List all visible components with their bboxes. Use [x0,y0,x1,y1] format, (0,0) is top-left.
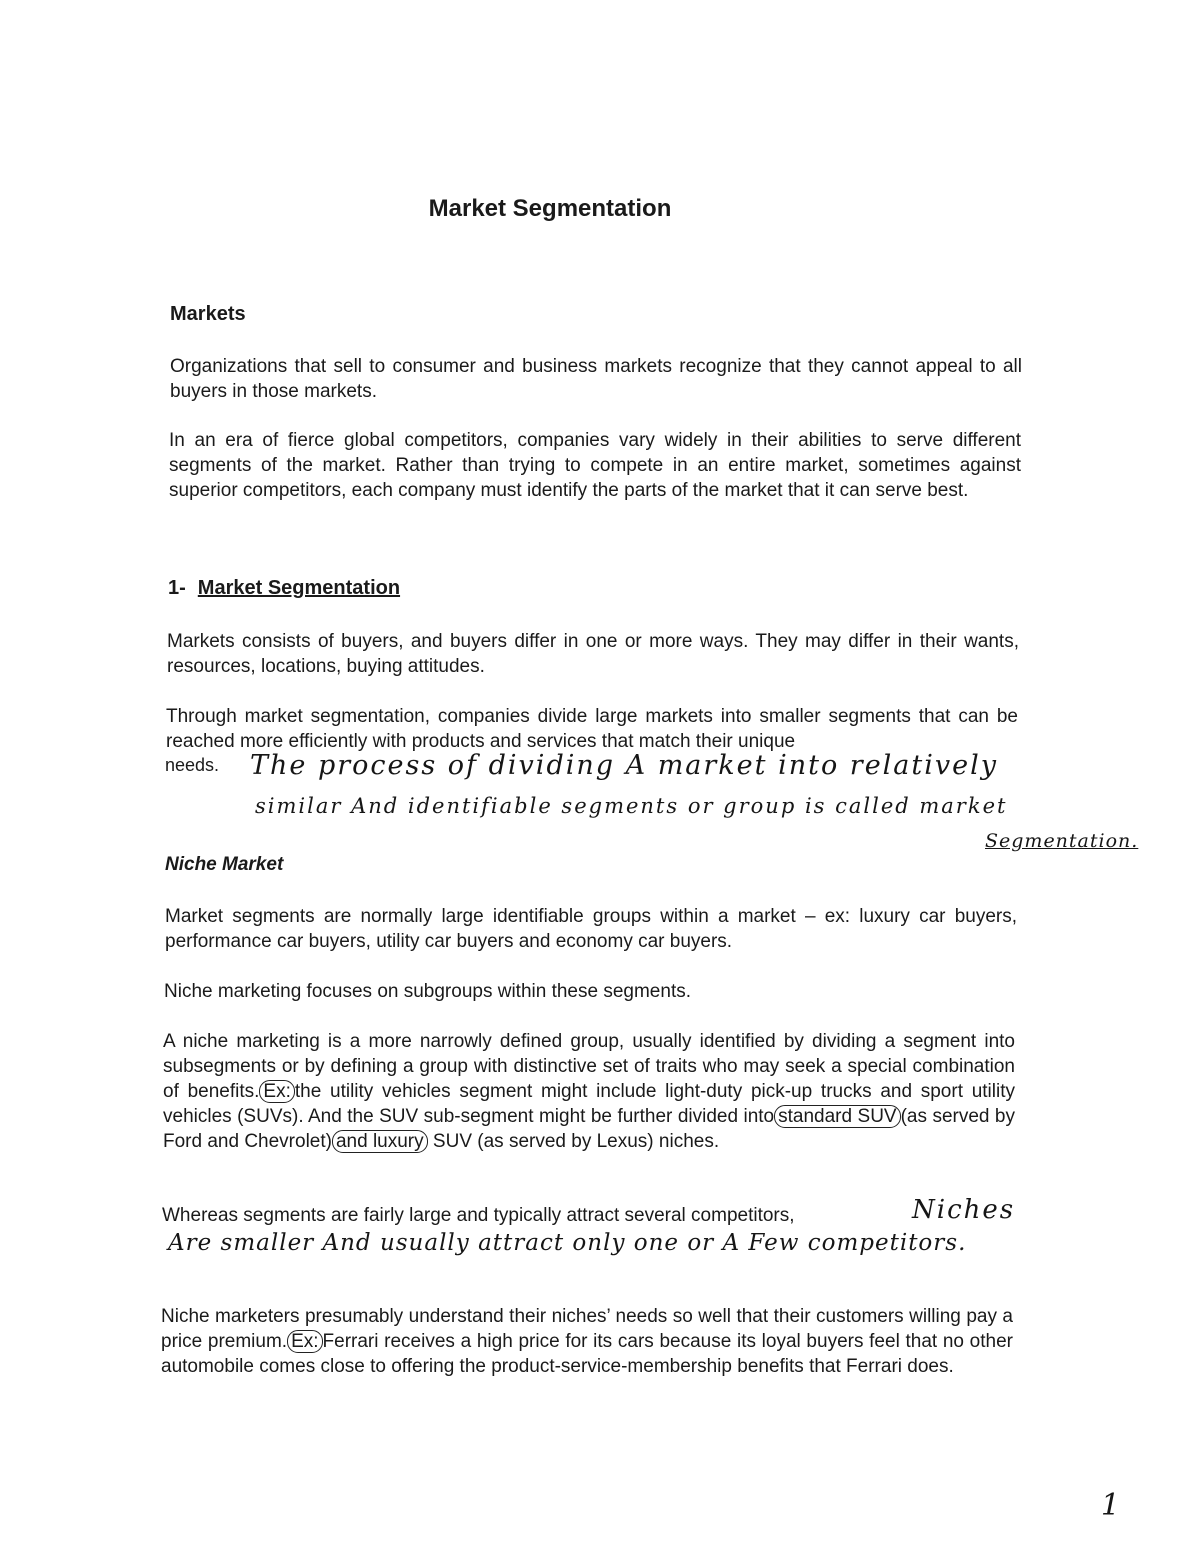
niche-market-heading: Niche Market [165,854,284,875]
handwritten-niches-note: Are smaller And usually attract only one or A Few competitors. [168,1230,967,1256]
niche-paragraph-2: Niche marketing focuses on subgroups within these segments. [164,981,691,1002]
handwritten-definition-line-3: Segmentation. [985,830,1139,852]
niche-paragraph-5: Niche marketers presumably understand their niches’ needs so well that their customers willing pay a price premium. Ex: Ferrari receives a high price for its cars because its loyal buyers feel that no other automobile comes close to offering the product-service-membership benefits that Ferrari does. [161,1306,1013,1377]
section-1-paragraph-2 [166,704,1018,754]
section-1-paragraph-2-text: Through market segmentation, companies divide large markets into smaller segments that can be reached more efficiently with products and services that match their unique [166,706,1018,752]
niche-paragraph-4: Whereas segments are fairly large and typically attract several competitors, [162,1205,795,1226]
standard-suv-circle: standard SUV [774,1105,900,1128]
page-title: Market Segmentation [428,195,672,222]
niche-paragraph-1: Market segments are normally large identifiable groups within a market – ex: luxury car buyers, performance car buyers, utility car buyers and economy car buyers. [165,906,1017,952]
handwritten-definition-line-2: similar And identifiable segments or group is called market [255,794,1008,818]
page-number-mark: 1 [1100,1488,1120,1523]
handwritten-niches: Niches [912,1195,1016,1225]
section-1-paragraph-1: Markets consists of buyers, and buyers differ in one or more ways. They may differ in their wants, resources, locations, buying attitudes. [167,631,1019,677]
section-1-number: 1- [168,577,186,599]
section-1-paragraph-2-end: needs. [165,755,220,775]
niche-paragraph-3: A niche marketing is a more narrowly defined group, usually identified by dividing a segment into subsegments or by defining a group with distinctive set of traits who may seek a special combination of benefits. Ex: the utility vehicles segment might include light-duty pick-up trucks and sport utility vehicles (SUVs). And the SUV sub-segment might be further divided into standard SUV (as served by Ford and Chevrolet) and luxury SUV (as served by Lexus) niches. [163,1031,1016,1152]
section-1-heading [168,577,400,600]
and-luxury-circle: and luxury [332,1130,428,1153]
markets-heading: Markets [170,303,246,325]
markets-paragraph-2: In an era of fierce global competitors, companies vary widely in their abilities to serve different segments of the market. Rather than trying to compete in an entire market, sometimes against superior competitors, each company must identify the parts of the market that it can serve best. [169,430,1021,501]
section-1-title: Market Segmentation [197,577,401,599]
handwritten-definition-line-1: The process of dividing A market into relatively [250,750,999,781]
example-circle: Ex: [259,1080,294,1103]
example-circle-2: Ex: [287,1330,322,1353]
markets-paragraph-1: Organizations that sell to consumer and business markets recognize that they cannot appeal to all buyers in those markets. [170,356,1022,402]
